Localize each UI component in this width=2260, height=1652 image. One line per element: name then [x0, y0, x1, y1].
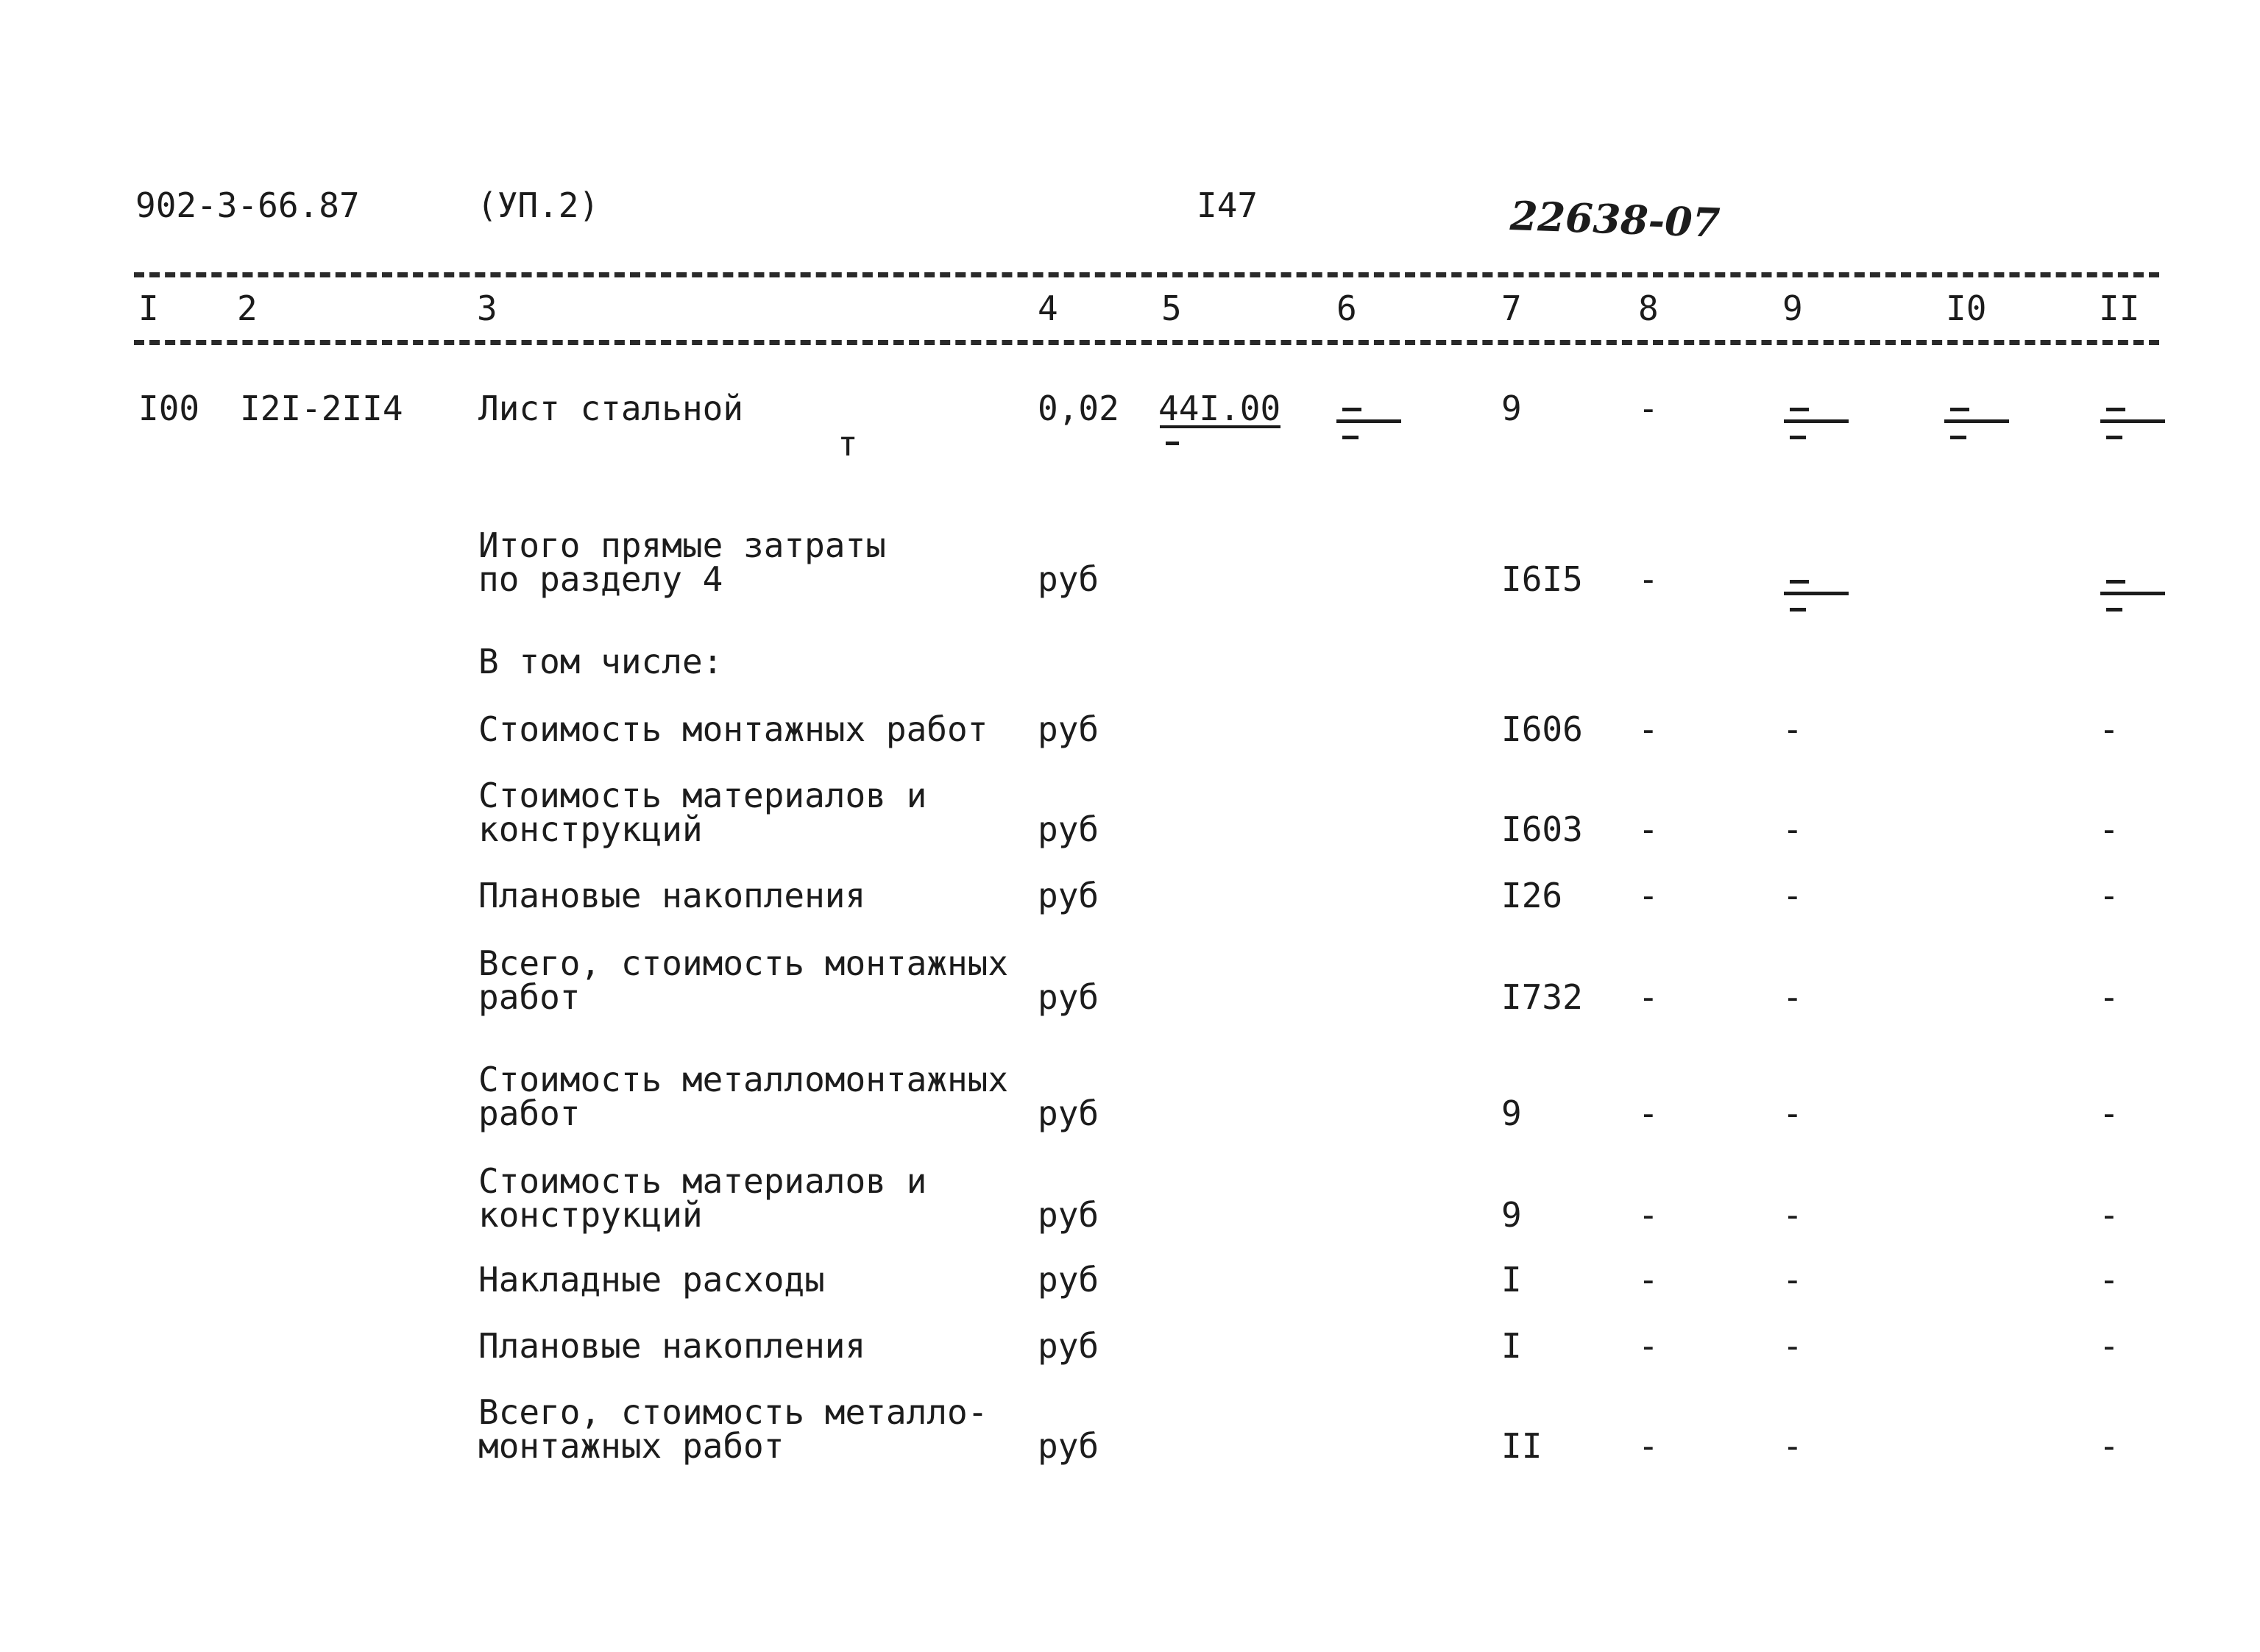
col-header-5: 5: [1161, 288, 1182, 328]
row-label-line1: Плановые накопления: [478, 876, 866, 915]
item-col7-value: 9: [1501, 389, 1522, 428]
row-value: I6I5: [1501, 559, 1583, 599]
row-unit: руб: [1038, 977, 1099, 1017]
row-label-line1: Накладные расходы: [478, 1260, 825, 1300]
row-col11: -: [2099, 709, 2119, 749]
page-number: I47: [1197, 185, 1258, 225]
ditto-mark-col9: [1782, 575, 1849, 620]
doc-code: 902-3-66.87: [135, 185, 360, 225]
row-value: I603: [1501, 809, 1583, 849]
including-label: В том числе:: [478, 642, 723, 681]
ditto-mark-col11: [2099, 403, 2165, 447]
row-col8: -: [1638, 1326, 1659, 1366]
row-label-line1: Стоимость монтажных работ: [478, 709, 988, 749]
header-rule-bottom: [134, 340, 2159, 345]
row-label-line2: работ: [478, 1093, 581, 1133]
row-col8: -: [1638, 1195, 1659, 1235]
row-label-line2: конструкций: [478, 1195, 703, 1235]
row-unit: руб: [1038, 876, 1099, 915]
row-col8: -: [1638, 1260, 1659, 1300]
col-header-2: 2: [237, 288, 258, 328]
item-name: Лист стальной: [478, 389, 744, 428]
row-label-line2: монтажных работ: [478, 1426, 784, 1466]
row-col9: -: [1782, 1093, 1803, 1133]
row-value: I: [1501, 1260, 1522, 1300]
row-col11: -: [2099, 1093, 2119, 1133]
item-number: I00: [138, 389, 200, 428]
row-value: I: [1501, 1326, 1522, 1366]
section-label: (УП.2): [477, 185, 600, 225]
handwritten-number: 22638-07: [1509, 192, 1721, 247]
row-col11: -: [2099, 1326, 2119, 1366]
row-col8: -: [1638, 809, 1659, 849]
row-value: I26: [1501, 876, 1563, 915]
row-label-line1: Итого прямые затраты: [478, 525, 886, 565]
row-value: 9: [1501, 1093, 1522, 1133]
row-col9: -: [1782, 709, 1803, 749]
row-label-line1: Всего, стоимость монтажных: [478, 943, 1009, 983]
row-unit: руб: [1038, 1426, 1099, 1466]
row-col9: -: [1782, 1426, 1803, 1466]
row-col8: -: [1638, 559, 1659, 599]
row-col11: -: [2099, 977, 2119, 1017]
item-code: I2I-2II4: [240, 389, 403, 428]
row-value: 9: [1501, 1195, 1522, 1235]
row-unit: руб: [1038, 1260, 1099, 1300]
row-col9: -: [1782, 809, 1803, 849]
col-header-8: 8: [1638, 288, 1659, 328]
row-value: II: [1501, 1426, 1542, 1466]
row-label-line2: по разделу 4: [478, 559, 723, 599]
row-col8: -: [1638, 876, 1659, 915]
row-unit: руб: [1038, 1195, 1099, 1235]
item-unit: т: [837, 424, 858, 464]
row-col8: -: [1638, 1426, 1659, 1466]
col-header-7: 7: [1501, 288, 1522, 328]
row-value: I606: [1501, 709, 1583, 749]
row-label-line2: работ: [478, 977, 581, 1017]
row-value: I732: [1501, 977, 1583, 1017]
ditto-mark-col10: [1943, 403, 2009, 447]
col-header-9: 9: [1782, 288, 1803, 328]
row-label-line2: конструкций: [478, 809, 703, 849]
row-col8: -: [1638, 977, 1659, 1017]
row-col11: -: [2099, 1426, 2119, 1466]
row-col9: -: [1782, 876, 1803, 915]
row-col11: -: [2099, 809, 2119, 849]
col-header-4: 4: [1038, 288, 1058, 328]
col-header-1: I: [138, 288, 159, 328]
item-col8-value: -: [1638, 389, 1659, 428]
col-header-10: I0: [1946, 288, 1987, 328]
col-header-11: II: [2099, 288, 2140, 328]
row-col11: -: [2099, 876, 2119, 915]
row-col9: -: [1782, 977, 1803, 1017]
item-quantity: 0,02: [1038, 389, 1119, 428]
row-col11: -: [2099, 1260, 2119, 1300]
ditto-mark-col6: [1335, 403, 1401, 447]
row-unit: руб: [1038, 709, 1099, 749]
header-rule-top: [134, 272, 2159, 277]
col-header-3: 3: [477, 288, 497, 328]
row-label-line1: Стоимость материалов и: [478, 776, 927, 815]
price-underline: [1160, 425, 1280, 428]
item-price: 44I.00: [1158, 389, 1281, 428]
row-label-line1: Стоимость материалов и: [478, 1161, 927, 1201]
row-unit: руб: [1038, 559, 1099, 599]
row-unit: руб: [1038, 1093, 1099, 1133]
row-unit: руб: [1038, 809, 1099, 849]
col-header-6: 6: [1336, 288, 1357, 328]
row-unit: руб: [1038, 1326, 1099, 1366]
ditto-mark-col9: [1782, 403, 1849, 447]
row-col11: -: [2099, 1195, 2119, 1235]
price-under-dash: [1166, 442, 1179, 445]
row-col9: -: [1782, 1260, 1803, 1300]
ditto-mark-col11: [2099, 575, 2165, 620]
row-label-line1: Всего, стоимость металло-: [478, 1392, 988, 1432]
row-label-line1: Плановые накопления: [478, 1326, 866, 1366]
row-col9: -: [1782, 1326, 1803, 1366]
row-col8: -: [1638, 1093, 1659, 1133]
row-col8: -: [1638, 709, 1659, 749]
row-col9: -: [1782, 1195, 1803, 1235]
row-label-line1: Стоимость металломонтажных: [478, 1060, 1009, 1099]
